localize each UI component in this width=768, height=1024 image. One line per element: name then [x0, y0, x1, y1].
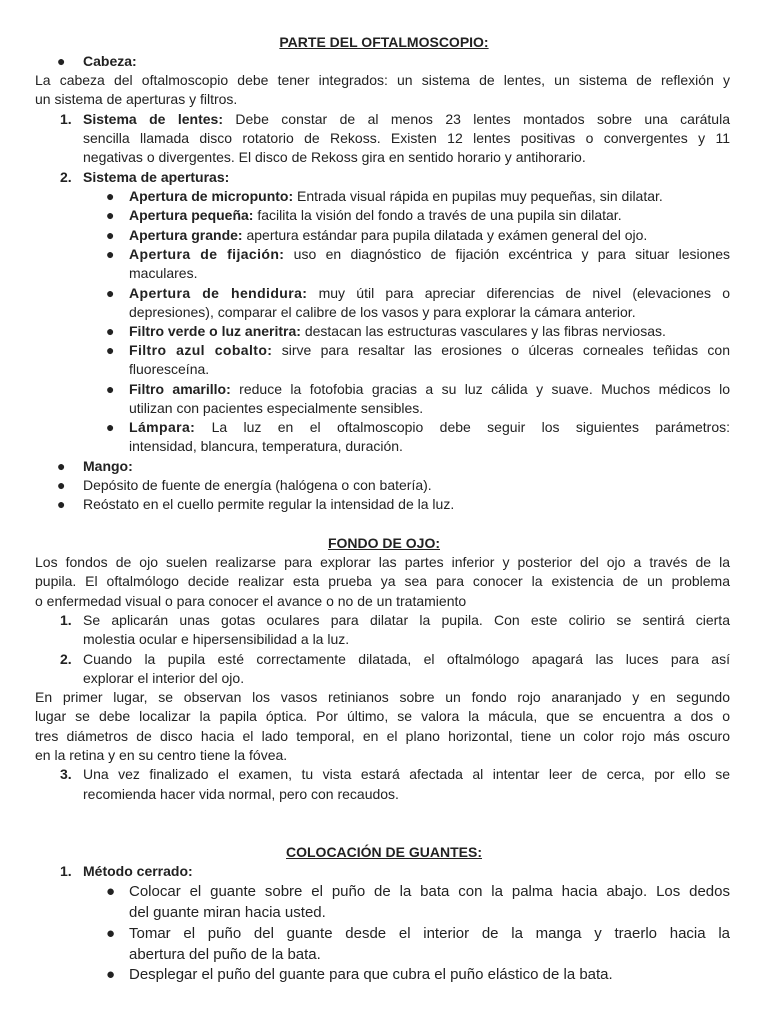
section-title-oftalmoscopio: PARTE DEL OFTALMOSCOPIO: — [279, 34, 489, 50]
filtro-item-cont: utilizan con pacientes especialmente sensibles. — [129, 400, 424, 416]
apertura-item: Apertura de fijación: uso en diagnóstico de fijación excéntrica y para situar lesiones — [129, 246, 731, 262]
metodo-cerrado-heading: Método cerrado: — [83, 863, 193, 879]
fondo-step-line: explorar el interior del ojo. — [83, 670, 245, 686]
apertura-item: Apertura de micropunto: Entrada visual rápida en pupilas muy pequeñas, sin dilatar. — [129, 188, 663, 204]
list-number: 2. — [60, 651, 72, 667]
lampara-item: Lámpara: La luz en el oftalmoscopio debe seguir los siguientes parámetros: — [129, 419, 730, 435]
filtro-item: Filtro azul cobalto: sirve para resaltar las erosiones o úlceras corneales teñidas con — [129, 342, 730, 358]
cabeza-intro-line: un sistema de aperturas y filtros. — [35, 91, 238, 107]
item-label: Filtro amarillo: — [129, 381, 231, 397]
fondo-intro-line: pupila. El oftalmólogo decide realizar esta prueba ya sea para conocer la existencia de un problema — [35, 573, 730, 589]
sistema-aperturas-heading: Sistema de aperturas: — [83, 169, 230, 185]
cabeza-intro-line: La cabeza del oftalmoscopio debe tener integrados: un sistema de lentes, un sistema de reflexión y — [35, 72, 730, 88]
cabeza-heading: Cabeza: — [83, 53, 137, 69]
fondo-step-line: recomienda hacer vida normal, pero con recaudos. — [83, 786, 399, 802]
bullet: ● — [106, 419, 115, 435]
mango-item: Reóstato en el cuello permite regular la intensidad de la luz. — [83, 496, 455, 512]
item-label: Apertura de micropunto: — [129, 188, 294, 204]
item-label: Apertura de fijación: — [129, 246, 285, 262]
guantes-item-line: Tomar el puño del guante desde el interior de la manga y traerlo hacia la — [129, 925, 730, 942]
lampara-item-cont: intensidad, blancura, temperatura, duración. — [129, 438, 403, 454]
guantes-item-line: del guante miran hacia usted. — [129, 904, 326, 921]
filtro-item: Filtro verde o luz aneritra: destacan las estructuras vasculares y las fibras nerviosas. — [129, 323, 666, 339]
filtro-item: Filtro amarillo: reduce la fotofobia gracias a su luz cálida y suave. Muchos médicos lo — [129, 381, 731, 397]
bullet: ● — [106, 207, 115, 223]
mango-heading: Mango: — [83, 458, 133, 474]
bullet: ● — [57, 458, 66, 474]
guantes-item-line: Colocar el guante sobre el puño de la bata con la palma hacia abajo. Los dedos — [129, 883, 730, 900]
list-number: 2. — [60, 169, 72, 185]
bullet: ● — [106, 285, 115, 301]
list-number: 1. — [60, 863, 72, 879]
bullet: ● — [106, 323, 115, 339]
fondo-step-line: molestia ocular e hipersensibilidad a la luz. — [83, 631, 350, 647]
bullet: ● — [106, 925, 116, 942]
sistema-lentes-line: Sistema de lentes: Debe constar de al menos 23 lentes montados sobre una carátula — [83, 111, 730, 127]
apertura-item-cont: maculares. — [129, 265, 198, 281]
apertura-item-cont: depresiones), comparar el calibre de los vasos y para explorar la cámara anterior. — [129, 304, 636, 320]
apertura-item: Apertura grande: apertura estándar para pupila dilatada y exámen general del ojo. — [129, 227, 648, 243]
fondo-step-line: Una vez finalizado el examen, tu vista estará afectada al intentar leer de cerca, por ello se — [83, 766, 730, 782]
bullet: ● — [106, 381, 115, 397]
apertura-item: Apertura pequeña: facilita la visión del fondo a través de una pupila sin dilatar. — [129, 207, 622, 223]
bullet: ● — [106, 342, 115, 358]
list-number: 1. — [60, 111, 72, 127]
bullet: ● — [106, 966, 116, 983]
item-label: Filtro azul cobalto: — [129, 342, 273, 358]
section-title-guantes: COLOCACIÓN DE GUANTES: — [286, 844, 482, 860]
sistema-lentes-line: negativas o divergentes. El disco de Rekoss gira en sentido horario y antihorario. — [83, 149, 586, 165]
list-number: 3. — [60, 766, 72, 782]
fondo-intro-line: Los fondos de ojo suelen realizarse para explorar las partes inferior y posterior del ojo a través de la — [35, 554, 730, 570]
fondo-para-line: tres diámetros de disco hacia el lado temporal, en el plano horizontal, tiene un color rojo más oscuro — [35, 728, 730, 744]
item-label: Filtro verde o luz aneritra: — [129, 323, 301, 339]
bullet: ● — [106, 246, 115, 262]
section-title-fondo-de-ojo: FONDO DE OJO: — [327, 535, 440, 551]
fondo-step-line: Se aplicarán unas gotas oculares para dilatar la pupila. Con este colirio se sentirá cierta — [83, 612, 730, 628]
list-number: 1. — [60, 612, 72, 628]
bullet: ● — [57, 53, 66, 69]
sistema-lentes-label: Sistema de lentes: — [83, 111, 223, 127]
guantes-item-line: abertura del puño de la bata. — [129, 946, 321, 963]
item-label: Apertura pequeña: — [129, 207, 254, 223]
fondo-intro-line: o enfermedad visual o para conocer el avance o no de un tratamiento — [35, 593, 467, 609]
item-label: Apertura de hendidura: — [129, 285, 308, 301]
bullet: ● — [57, 496, 66, 512]
fondo-para-line: En primer lugar, se observan los vasos retinianos sobre un fondo rojo anaranjado y en segundo — [35, 689, 730, 705]
bullet: ● — [106, 227, 115, 243]
item-label: Apertura grande: — [129, 227, 243, 243]
bullet: ● — [106, 188, 115, 204]
item-label: Lámpara: — [129, 419, 196, 435]
apertura-item: Apertura de hendidura: muy útil para apreciar diferencias de nivel (elevaciones o — [129, 285, 731, 301]
guantes-item-line: Desplegar el puño del guante para que cubra el puño elástico de la bata. — [129, 966, 613, 983]
filtro-item-cont: fluoresceína. — [129, 361, 210, 377]
fondo-step-line: Cuando la pupila esté correctamente dilatada, el oftalmólogo apagará las luces para así — [83, 651, 730, 667]
bullet: ● — [57, 477, 66, 493]
mango-item: Depósito de fuente de energía (halógena o con batería). — [83, 477, 432, 493]
fondo-para-line: en la retina y en su centro tiene la fóvea. — [35, 747, 288, 763]
sistema-lentes-line: sencilla llamada disco rotatorio de Rekoss. Existen 12 lentes positivas o convergentes y 11 — [83, 130, 730, 146]
fondo-para-line: lugar se debe localizar la papila óptica. Por último, se valora la mácula, que se encuentra a dos o — [35, 708, 730, 724]
bullet: ● — [106, 883, 116, 900]
